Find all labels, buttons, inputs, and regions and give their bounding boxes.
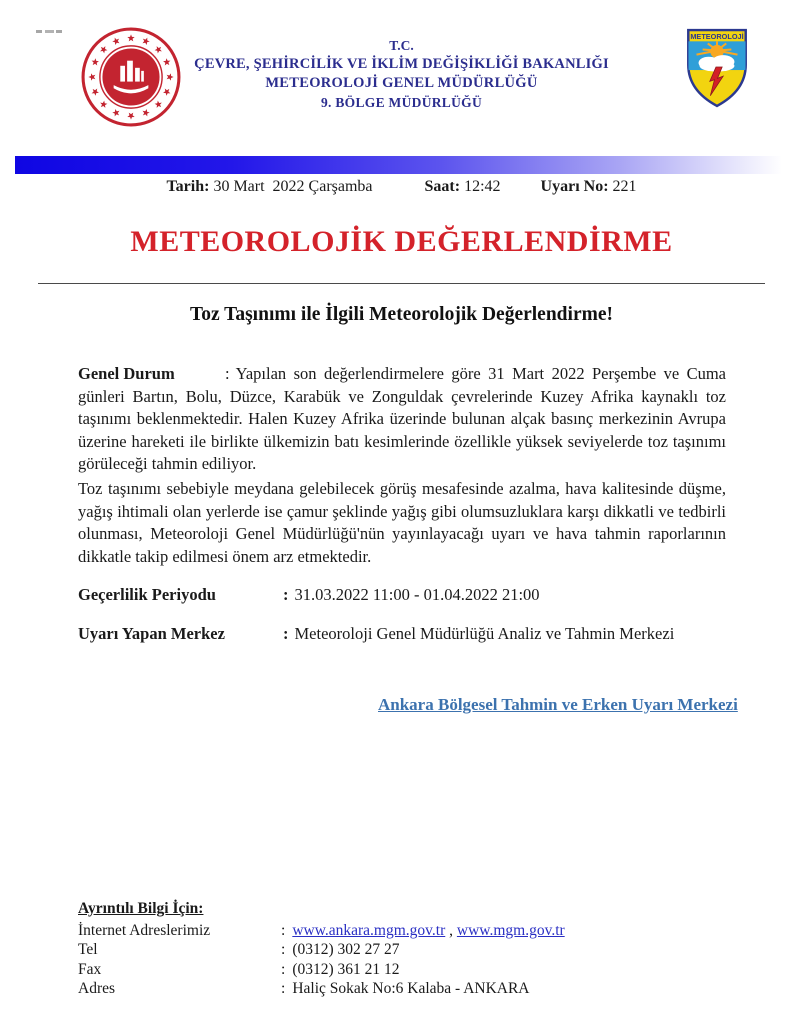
spacer — [501, 177, 541, 197]
link-separator: , — [445, 921, 457, 939]
ankara-mgm-link[interactable]: www.ankara.mgm.gov.tr — [292, 921, 446, 939]
regional-center-link[interactable]: Ankara Bölgesel Tahmin ve Erken Uyarı Merkezi — [378, 695, 738, 714]
issuing-center-label: Uyarı Yapan Merkez — [78, 624, 225, 643]
time-field — [425, 177, 501, 197]
warning-no-value: 221 — [608, 178, 637, 195]
warning-no-field — [541, 177, 637, 197]
letterhead-line-region: 9. BÖLGE MÜDÜRLÜĞÜ — [320, 95, 483, 110]
validity-period-label: Geçerlilik Periyodu — [78, 585, 216, 604]
tel-colon: : — [281, 941, 286, 958]
gradient-divider-bar — [15, 156, 790, 174]
shield-logo-text: METEOROLOJİ — [690, 31, 744, 41]
validity-period-colon: : — [283, 585, 289, 604]
warning-no-label: Uyarı No: — [540, 178, 609, 195]
letterhead-line-directorate: METEOROLOJİ GENEL MÜDÜRLÜĞÜ — [265, 75, 538, 91]
contact-info-block — [78, 899, 565, 999]
general-status-colon: : — [225, 364, 230, 383]
fax-value: (0312) 361 21 12 — [292, 960, 400, 978]
address-row — [78, 979, 565, 999]
internet-addresses-row — [78, 921, 565, 941]
letterhead-line-ministry: ÇEVRE, ŞEHİRCİLİK VE İKLİM DEĞİŞİKLİĞİ BAKANLIĞI — [194, 56, 609, 72]
fax-row — [78, 960, 565, 980]
validity-period-row — [78, 584, 540, 605]
mgm-link[interactable]: www.mgm.gov.tr — [456, 921, 565, 939]
address-value: Haliç Sokak No:6 Kalaba - ANKARA — [292, 980, 530, 997]
internet-addresses-colon: : — [281, 921, 286, 939]
fax-colon: : — [281, 960, 286, 978]
issuing-center-row — [78, 623, 674, 644]
address-label: Adres — [78, 980, 116, 997]
general-status-text: Yapılan son değerlendirmelere göre 31 Mart 2022 Perşembe ve Cuma günleri Bartın, Bolu, Düzce, Karabük ve Zonguldak çevrelerinde Kuzey Afrika kaynaklı toz taşınımı beklenmektedir. Halen Kuzey Afrika üzerinde bulunan alçak basınç merkezinin Avrupa üzerine hareketi ile birlikte ülkemizin batı kesimlerinde özellikle yüksek seviyelerde toz taşınımı görüleceği tahmin ediliyor. — [78, 364, 726, 474]
tel-value: (0312) 302 27 27 — [292, 941, 400, 958]
issuing-center-value: Meteoroloji Genel Müdürlüğü Analiz ve Tahmin Merkezi — [294, 624, 675, 643]
scan-artifact-mark — [36, 30, 62, 33]
meteoroloji-shield-svg — [686, 28, 748, 108]
date-value: 30 Mart 2022 Çarşamba — [209, 178, 373, 195]
bulletin-subtitle: Toz Taşınımı ile İlgili Meteorolojik Değerlendirme! — [189, 304, 613, 325]
letterhead-line-tc: T.C. — [389, 38, 414, 53]
fax-label: Fax — [78, 960, 102, 978]
meteoroloji-shield-icon — [686, 28, 748, 108]
address-colon: : — [281, 980, 286, 997]
tel-row — [78, 940, 565, 960]
time-value: 12:42 — [460, 178, 501, 195]
precautions-paragraph: Toz taşınımı sebebiyle meydana gelebilecek görüş mesafesinde azalma, hava kalitesinde düşme, yağış ihtimali olan yerlerde ise çamur şeklinde yağış gibi olumsuzluklara karşı dikkatli ve tedbirli olunması, Meteoroloji Genel Müdürlüğü'nün yayınlayacağı uyarı ve hava tahmin raporlarının dikkatle takip edilmesi önem arz etmektedir. — [78, 479, 726, 566]
internet-addresses-label: İnternet Adreslerimiz — [78, 921, 211, 939]
date-field — [166, 177, 372, 197]
general-status-label: Genel Durum — [78, 364, 175, 383]
tel-label: Tel — [78, 941, 98, 958]
title-separator-line — [38, 283, 765, 284]
general-status-paragraph — [78, 363, 726, 476]
letterhead — [120, 37, 683, 112]
issuing-center-colon: : — [283, 624, 289, 643]
time-label: Saat: — [424, 178, 461, 195]
info-bar — [0, 177, 803, 197]
date-label: Tarih: — [166, 178, 210, 195]
validity-period-value: 31.03.2022 11:00 - 01.04.2022 21:00 — [294, 585, 540, 604]
contact-heading: Ayrıntılı Bilgi İçin: — [78, 900, 204, 917]
spacer — [373, 177, 425, 197]
page-title: METEOROLOJİK DEĞERLENDİRME — [130, 225, 673, 258]
